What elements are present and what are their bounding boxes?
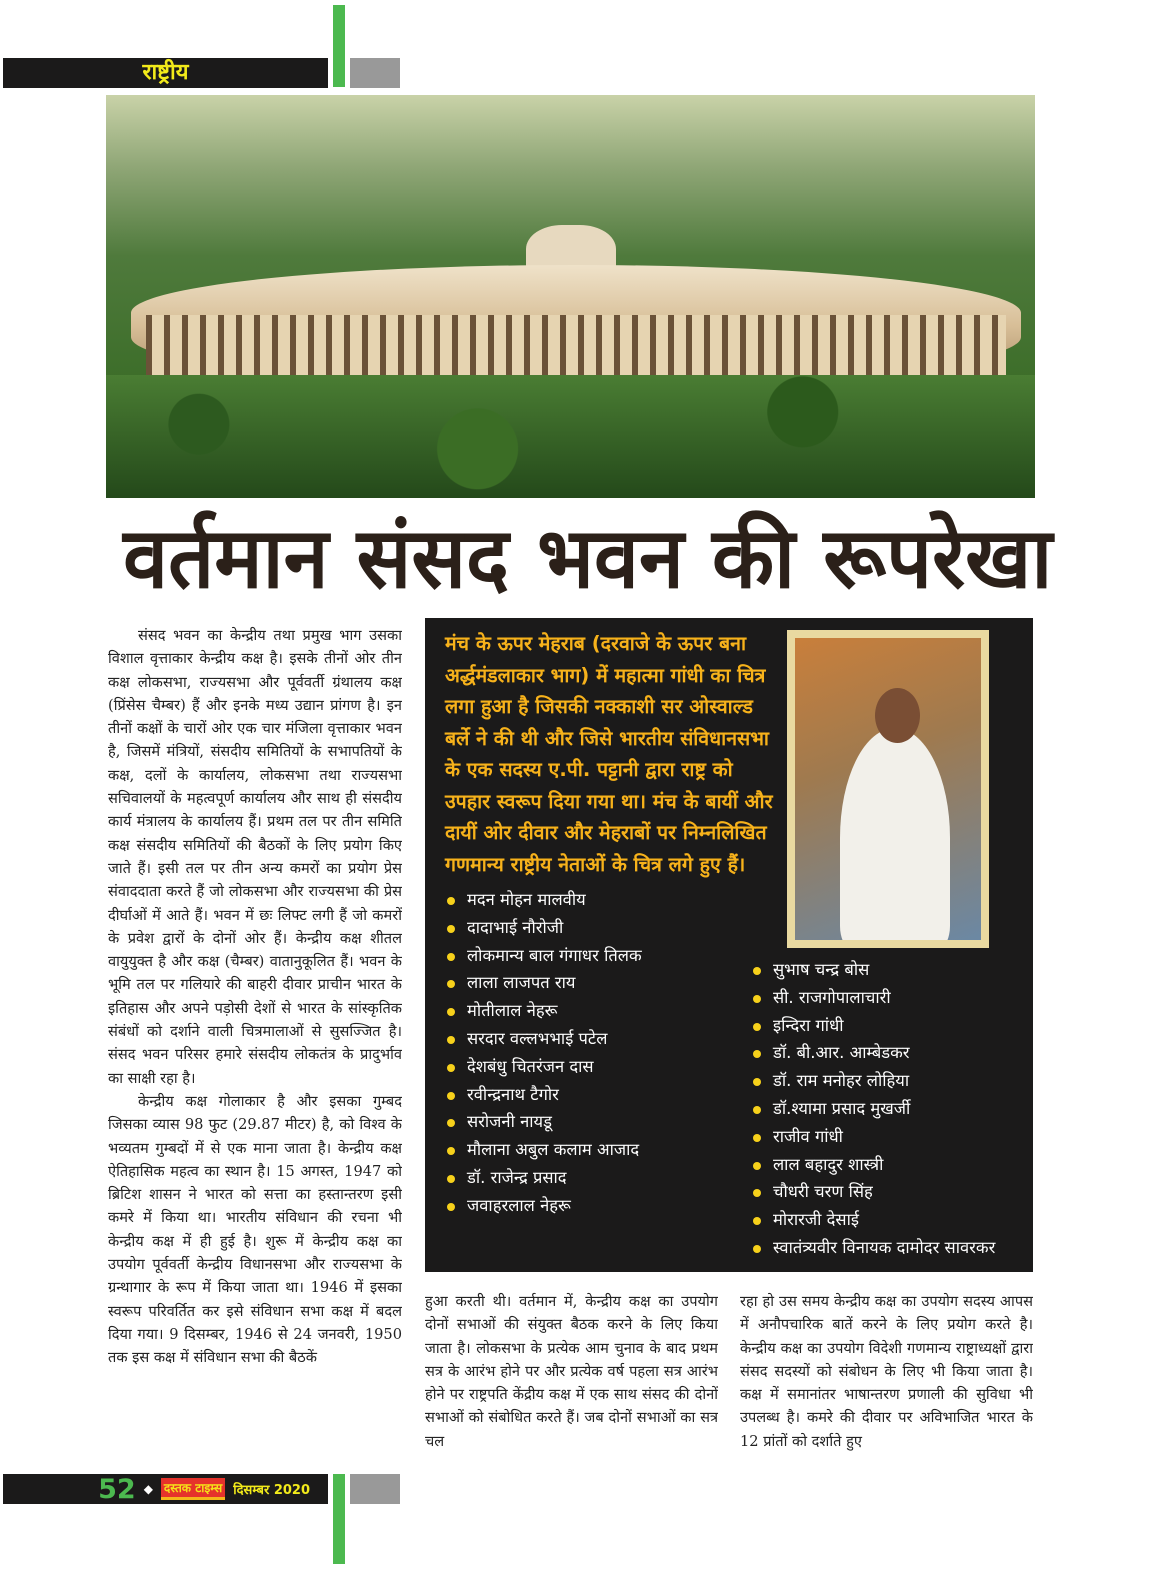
paragraph: केन्द्रीय कक्ष गोलाकार है और इसका गुम्बद जिसका व्यास 98 फुट (29.87 मीटर) है, को विश्व के भव्यतम गुम्बदों में से एक माना जाता है। केन्द्रीय कक्ष ऐतिहासिक महत्व का स्थान है। 15 अगस्त, 1947 को ब्रिटिश शासन ने भारत को सत्ता का हस्तान्तरण इसी कमरे में किया था। भारतीय संविधान की रचना भी केन्द्रीय कक्ष में ही हुई है। शुरू में केन्द्रीय कक्ष का उपयोग पूर्ववर्ती केन्द्रीय विधानसभा और राज्यसभा के ग्रन्थागार के रूप में किया जाता था। 1946 में इसका स्वरूप परिवर्तित कर इसे संविधान सभा कक्ष में बदल दिया गया। 9 दिसम्बर, 1946 से 24 जनवरी, 1950 तक इस कक्ष में संविधान सभा की बैठकें [108,1092,402,1367]
leader-list-item: डॉ.श्यामा प्रसाद मुखर्जी [751,1095,1027,1123]
highlight-box [425,618,1033,1272]
leader-list-item: दादाभाई नौरोजी [445,914,780,942]
leaders-list-right [751,956,1027,1262]
footer [3,1474,328,1504]
leader-list-item: डॉ. राजेन्द्र प्रसाद [445,1164,780,1192]
issue-date: दिसम्बर 2020 [233,1483,310,1498]
leader-list-item: सरोजनी नायडू [445,1108,780,1136]
grey-block-bottom [350,1474,400,1504]
grey-block-top [350,58,400,88]
leader-list-item: सी. राजगोपालाचारी [751,984,1027,1012]
leader-list-item: इन्दिरा गांधी [751,1012,1027,1040]
leader-list-item: मौलाना अबुल कलाम आजाद [445,1136,780,1164]
leader-list-item: लोकमान्य बाल गंगाधर तिलक [445,942,780,970]
leader-list-item: सरदार वल्लभभाई पटेल [445,1025,780,1053]
gandhi-portrait [787,630,989,948]
leader-list-item: रवीन्द्रनाथ टैगोर [445,1081,780,1109]
parliament-photo [106,95,1035,498]
bottom-column-1: हुआ करती थी। वर्तमान में, केन्द्रीय कक्ष का उपयोग दोनों सभाओं की संयुक्त बैठक करने के लिए किया जाता है। लोकसभा के प्रत्येक आम चुनाव के बाद प्रथम सत्र के आरंभ होने पर और प्रत्येक वर्ष पहला सत्र आरंभ होने पर राष्ट्रपति केंद्रीय कक्ष में एक साथ संसद की दोनों सभाओं को संबोधित करते हैं। जब दोनों सभाओं का सत्र चल [425,1293,718,1450]
left-column [108,624,402,1464]
leader-list-item: लाला लाजपत राय [445,969,780,997]
article-title: वर्तमान संसद भवन की रूपरेखा [123,509,1053,607]
leader-list-item: डॉ. बी.आर. आम्बेडकर [751,1039,1027,1067]
leaders-list-left [445,886,780,1220]
page-number: 52 [98,1473,136,1505]
leader-list-item: डॉ. राम मनोहर लोहिया [751,1067,1027,1095]
bottom-column-2: रहा हो उस समय केन्द्रीय कक्ष का उपयोग सदस्य आपस में अनौपचारिक बातें करने के लिए प्रयोग करते है। केन्द्रीय कक्ष का उपयोग विदेशी गणमान्य राष्ट्राध्यक्षों द्वारा संसद सदस्यों को संबोधन के लिए भी किया जाता है। कक्ष में समानांतर भाषान्तरण प्रणाली की सुविधा भी उपलब्ध है। कमरे की दीवार पर अविभाजित भारत के 12 प्रांतों को दर्शाते हुए [740,1293,1033,1450]
leader-list-item: चौधरी चरण सिंह [751,1178,1027,1206]
green-rule-top [333,5,345,87]
leader-list-item: मदन मोहन मालवीय [445,886,780,914]
leader-list-item: लाल बहादुर शास्त्री [751,1151,1027,1179]
leader-list-item: सुभाष चन्द्र बोस [751,956,1027,984]
leader-list-item: मोरारजी देसाई [751,1206,1027,1234]
paragraph: संसद भवन का केन्द्रीय तथा प्रमुख भाग उसका विशाल वृत्ताकार केन्द्रीय कक्ष है। इसके तीनों ओर तीन कक्ष लोकसभा, राज्यसभा और पूर्ववर्ती ग्रंथालय कक्ष (प्रिंसेस चैम्बर) हैं और इनके मध्य उद्यान प्रांगण है। इन तीनों कक्षों के चारों ओर एक चार मंजिला वृत्ताकार भवन है, जिसमें मंत्रियों, संसदीय समितियों के सभापतियों के कक्ष, दलों के कार्यालय, लोकसभा तथा राज्यसभा सचिवालयों के महत्वपूर्ण कार्यालय और साथ ही संसदीय कार्य मंत्रालय के कार्यालय हैं। प्रथम तल पर तीन समिति कक्ष संसदीय समितियों की बैठकों के लिए प्रयोग किए जाते हैं। इसी तल पर तीन अन्य कमरों का प्रयोग प्रेस संवाददाता करते हैं जो लोकसभा और राज्यसभा की प्रेस दीर्घाओं में आते हैं। भवन में छः लिफ्ट लगी हैं जो कमरों के प्रवेश द्वारों के दोनों ओर हैं। केन्द्रीय कक्ष शीतल वायुयुक्त है और कक्ष (चैम्बर) वातानुकूलित हैं। भवन के भूमि तल पर गलियारे की बाहरी दीवार प्राचीन भारत के इतिहास और अपने पड़ोसी देशों से भारत के सांस्कृतिक संबंधों को दर्शाने वाली चित्रमालाओं से सुसज्जित है। संसद भवन परिसर हमारे संसदीय लोकतंत्र के प्रादुर्भाव का साक्षी रहा है। [108,627,402,1087]
leader-list-item: स्वातंत्र्यवीर विनायक दामोदर सावरकर [751,1234,1027,1262]
leader-list-item: देशबंधु चितरंजन दास [445,1053,780,1081]
diamond-icon: ◆ [143,1482,153,1496]
green-rule-bottom [333,1474,345,1564]
highlight-text: मंच के ऊपर मेहराब (दरवाजे के ऊपर बना अर्द्धमंडलाकार भाग) में महात्मा गांधी का चित्र लगा हुआ है जिसकी नक्काशी सर ओस्वाल्ड बर्ले ने की थी और जिसे भारतीय संविधानसभा के एक सदस्य ए.पी. पट्टानी द्वारा राष्ट्र को उपहार स्वरूप दिया गया था। मंच के बायीं और दायीं ओर दीवार और मेहराबों पर निम्नलिखित गणमान्य राष्ट्रीय नेताओं के चित्र लगे हुए हैं। [445,632,773,876]
leader-list-item: मोतीलाल नेहरू [445,997,780,1025]
leader-list-item: जवाहरलाल नेहरू [445,1192,780,1220]
leader-list-item: राजीव गांधी [751,1123,1027,1151]
magazine-logo: दस्तक टाइम्स [161,1478,225,1500]
section-label: राष्ट्रीय [142,60,189,85]
